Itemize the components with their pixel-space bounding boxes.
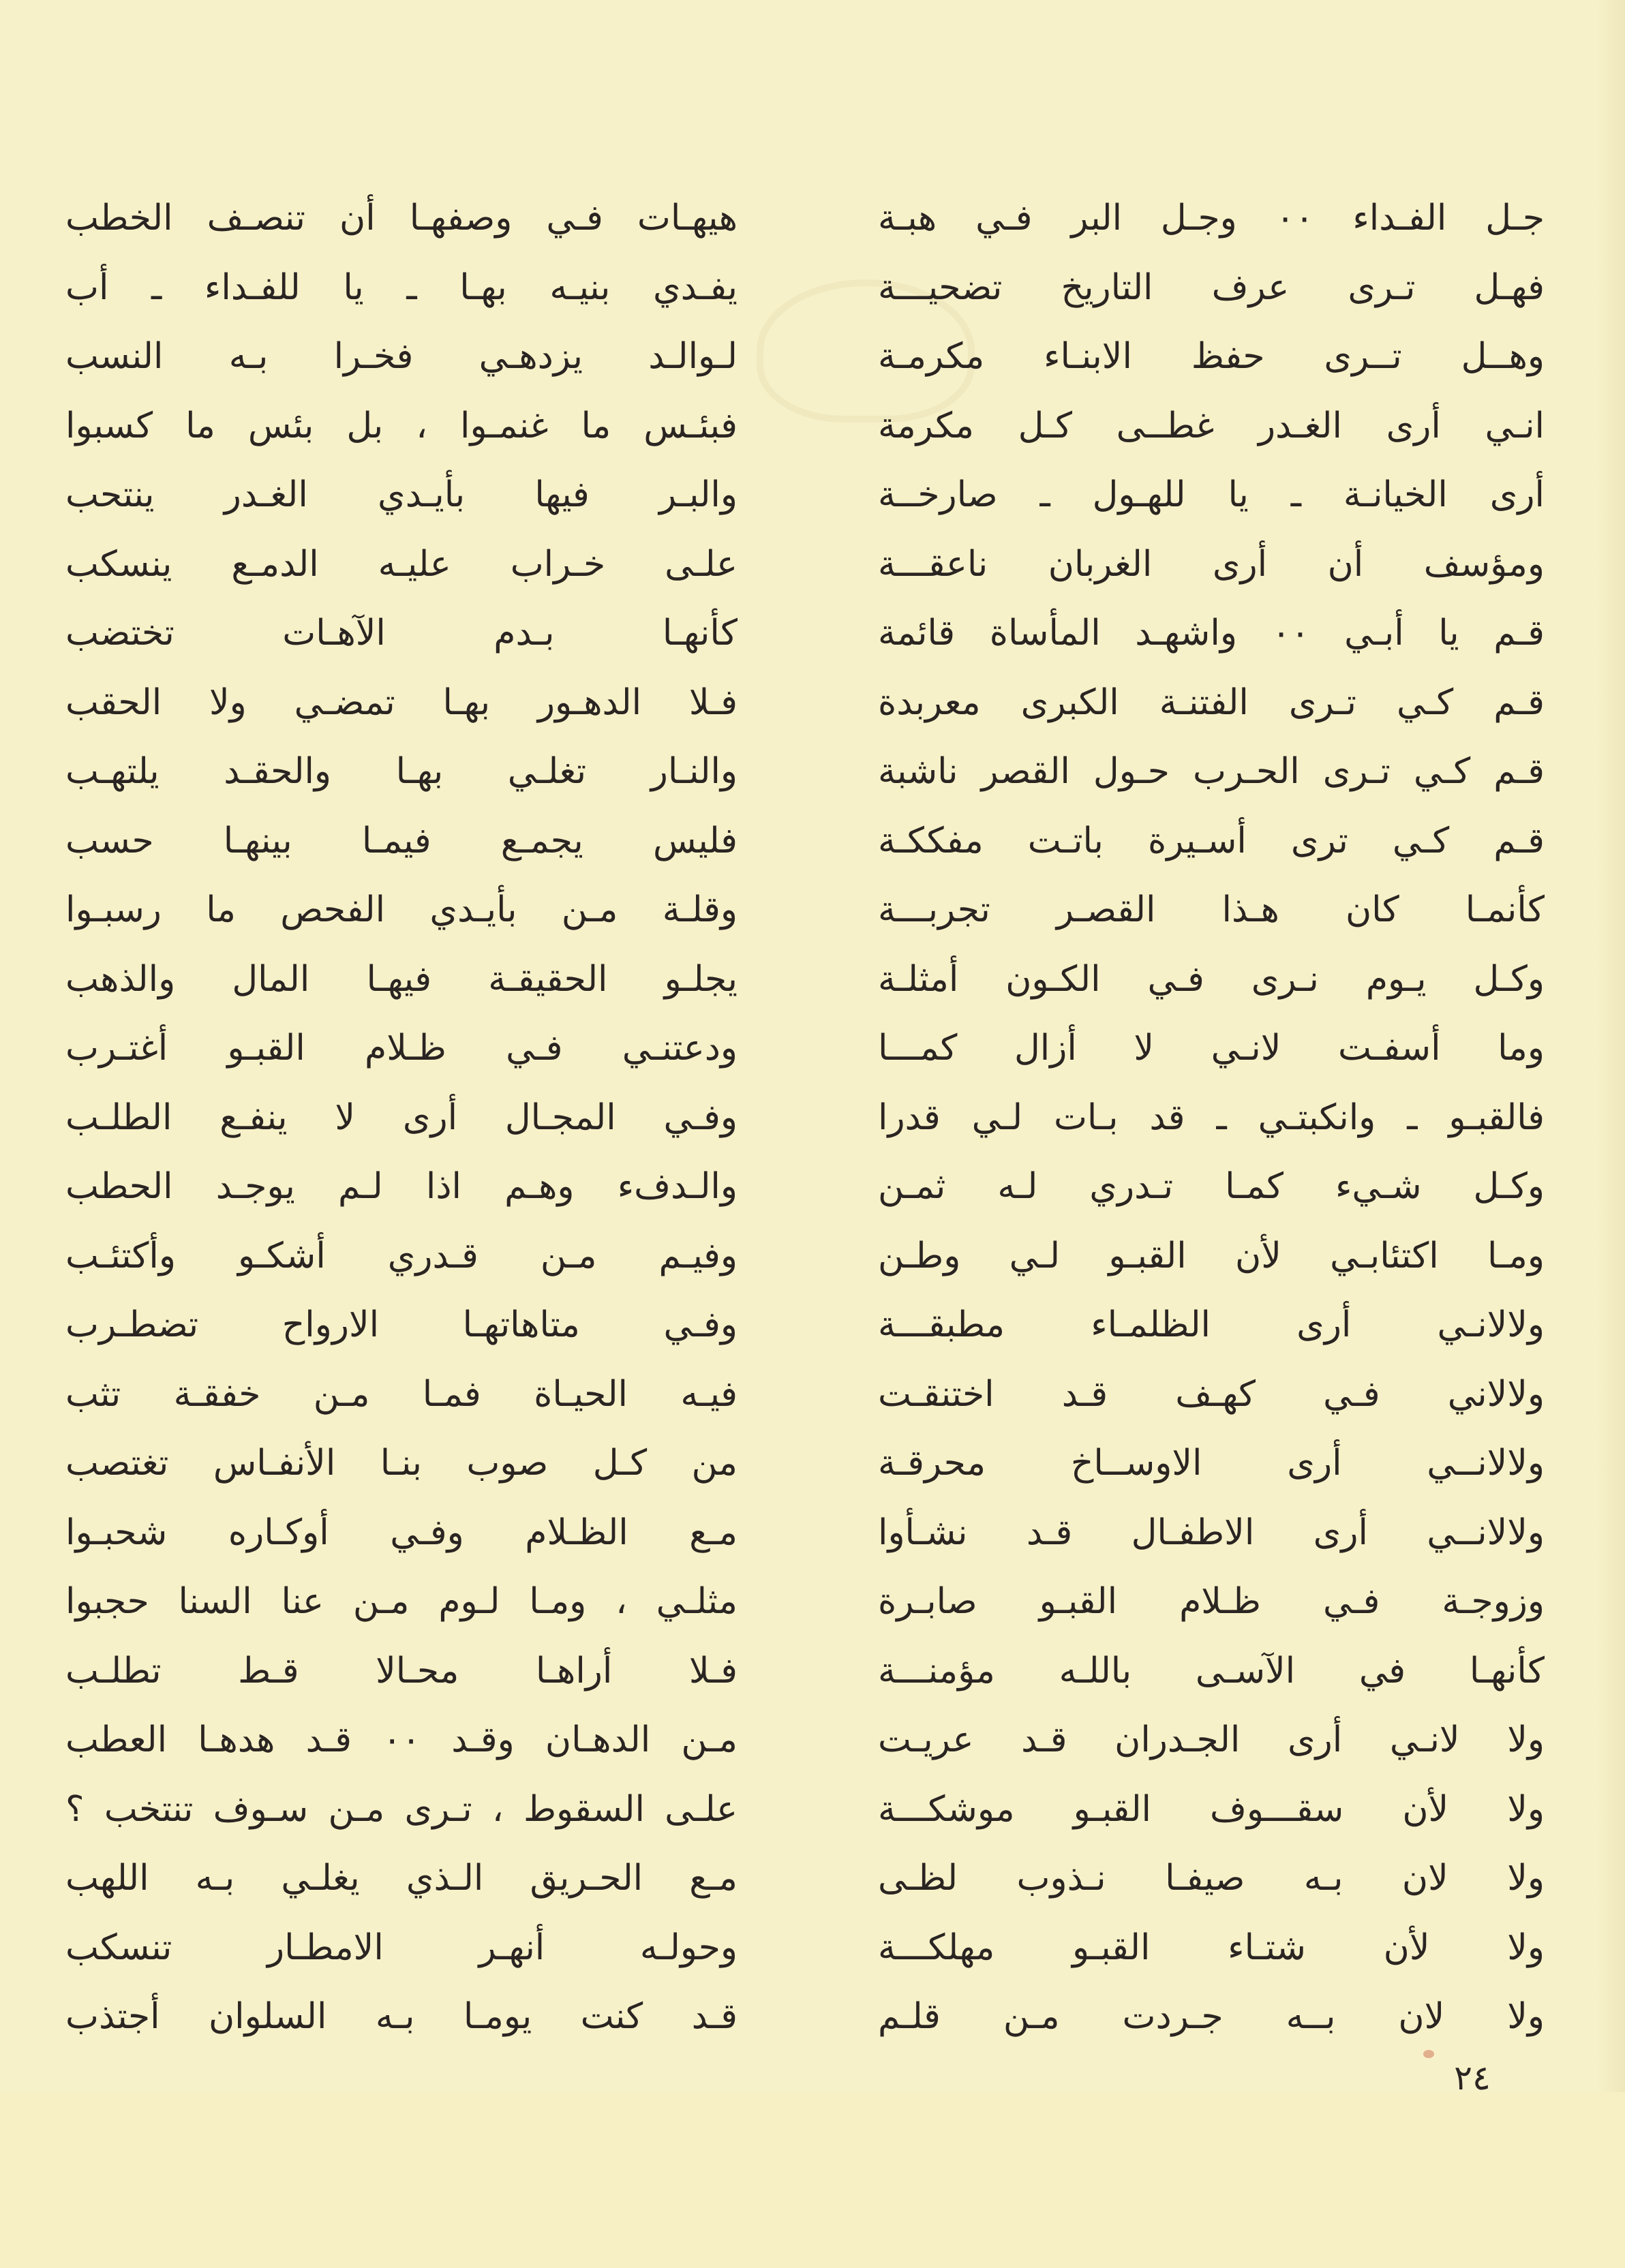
verse-line: كأنهـا بـدم الآهـات تختضب <box>65 613 738 654</box>
verse-line: ولالاني فـي كهـف قـد اختنقـت <box>878 1373 1545 1415</box>
verse-line: ولا لانـي أرى الجـدران قـد عريـت <box>878 1719 1545 1760</box>
verse-line: فـلا أراهـا محـالا قـط تطلـب <box>65 1650 738 1691</box>
verse-line: ولالانــي أرى الاوســاخ محرقـة <box>878 1443 1545 1484</box>
verse-line: فيـه الحيـاة فمـا مـن خفقـة تثب <box>65 1373 738 1415</box>
page-edge-shadow <box>1598 0 1625 2092</box>
verse-line: مـع الظـلام وفـي أوكـاره شحبـوا <box>65 1512 738 1553</box>
verse-line: والـدفء وهـم اذا لـم يوجـد الحطب <box>65 1166 738 1207</box>
verse-line: وزوجـة فـي ظـلام القبـو صابـرة <box>878 1581 1545 1622</box>
verse-line: وفـي المجـال أرى لا ينفـع الطلـب <box>65 1097 738 1138</box>
verse-line: انـي أرى الغـدر غطــى كـل مكرمة <box>878 405 1545 446</box>
verse-line: والبـر فيها بأيـدي الغـدر ينتحب <box>65 474 738 515</box>
verse-line: وفيـم مـن قـدري أشكـو وأكتئـب <box>65 1235 738 1276</box>
verse-line: قـم يا أبـي ٠٠ واشهـد المأساة قائمة <box>878 613 1545 654</box>
verse-line: وفـي متاهاتهـا الارواح تضطـرب <box>65 1304 738 1345</box>
verse-line: مـن الدهـان وقـد ٠٠ قـد هدهـا العطب <box>65 1719 738 1760</box>
verse-line: ولالانـي أرى الظلمـاء مطبقـــة <box>878 1304 1545 1345</box>
verse-line: فبئـس ما غنمـوا ، بل بئس ما كسبوا <box>65 405 738 446</box>
verse-line: وحولـه أنهـر الامطـار تنسكب <box>65 1927 738 1968</box>
verse-line: فليس يجمـع فيمـا بينهـا حسب <box>65 820 738 861</box>
verse-line: علـى خـراب عليـه الدمـع ينسكب <box>65 543 738 585</box>
verse-line: قـد كنت يومـا بـه السلوان أجتذب <box>65 1996 738 2037</box>
verse-line: وكـل يـوم نـرى فـي الكـون أمثلـة <box>878 958 1545 1000</box>
verse-line: وهــل تــرى حفظ الابنـاء مكرمـة <box>878 336 1545 377</box>
verse-line: أرى الخيانـة ـ يا للهـول ـ صارخــة <box>878 474 1545 515</box>
page-bottom-band <box>0 2092 1625 2268</box>
verse-line: مثلـي ، ومـا لـوم مـن عنا السنا حجبوا <box>65 1581 738 1622</box>
verse-line: ومؤسف أن أرى الغربان ناعقـــة <box>878 543 1545 585</box>
verse-line: ولا لان بـه صيفـا نـذوب لظـى <box>878 1858 1545 1899</box>
ink-spot <box>1423 2050 1434 2058</box>
verse-line: ولالانــي أرى الاطفـال قـد نشـأوا <box>878 1512 1545 1553</box>
verse-line: كأنهـا في الآسـى باللـه مؤمنـــة <box>878 1650 1545 1691</box>
verse-line: فهـل تـرى عرف التاريخ تضحيـــة <box>878 266 1545 308</box>
verse-line: علـى السقوط ، تـرى مـن سـوف تنتخب ؟ <box>65 1788 738 1830</box>
verse-line: قـم كـي تـرى الحـرب حـول القصر ناشبة <box>878 751 1545 792</box>
verse-line: يفـدي بنيـه بهـا ـ يا للفـداء ـ أب <box>65 266 738 308</box>
verse-line: لـوالـد يزدهـي فخـرا بـه النسب <box>65 336 738 377</box>
verse-line: من كـل صوب بنـا الأنفـاس تغتصب <box>65 1443 738 1484</box>
verse-line: ومـا اكتئابـي لأن القبـو لـي وطـن <box>878 1235 1545 1276</box>
verse-line: فالقبـو ـ وانكبتـي ـ قد بـات لـي قدرا <box>878 1097 1545 1138</box>
verse-line: والنـار تغلـي بهـا والحقـد يلتهـب <box>65 751 738 792</box>
verse-line: ولا لأن شتـاء القبـو مهلكـــة <box>878 1927 1545 1968</box>
verse-line: جـل الفـداء ٠٠ وجـل البر فـي هبـة <box>878 198 1545 239</box>
verse-line: ولا لأن سقـــوف القبـو موشكـــة <box>878 1788 1545 1830</box>
verse-line: يجلـو الحقيقـة فيهـا المال والذهب <box>65 958 738 1000</box>
verse-line: وكـل شـيء كمـا تـدري لـه ثمـن <box>878 1166 1545 1207</box>
page-number: ٢٤ <box>1454 2058 1491 2098</box>
verse-line: فـلا الدهـور بهـا تمضـي ولا الحقب <box>65 681 738 723</box>
verse-line: وما أسفـت لانـي لا أزال كمـــا <box>878 1028 1545 1069</box>
verse-line: قـم كـي تـرى الفتنـة الكبرى معربدة <box>878 681 1545 723</box>
verse-line: ولا لان بــه جـردت مـن قلـم <box>878 1996 1545 2037</box>
verse-line: وقلـة مـن بأيـدي الفحص ما رسبـوا <box>65 889 738 930</box>
verse-line: مـع الحـريق الـذي يغلـي بـه اللهب <box>65 1858 738 1899</box>
verse-line: قـم كـي ترى أسـيرة باتـت مفككـة <box>878 820 1545 861</box>
poem-column-right <box>878 184 1545 2052</box>
verse-line: ودعتنـي فـي ظـلام القبـو أغتـرب <box>65 1028 738 1069</box>
poem-column-left <box>65 184 738 2052</box>
verse-line: هيهـات فـي وصفهـا أن تنصـف الخطب <box>65 198 738 239</box>
verse-line: كأنمـا كان هـذا القصـر تجربـــة <box>878 889 1545 930</box>
